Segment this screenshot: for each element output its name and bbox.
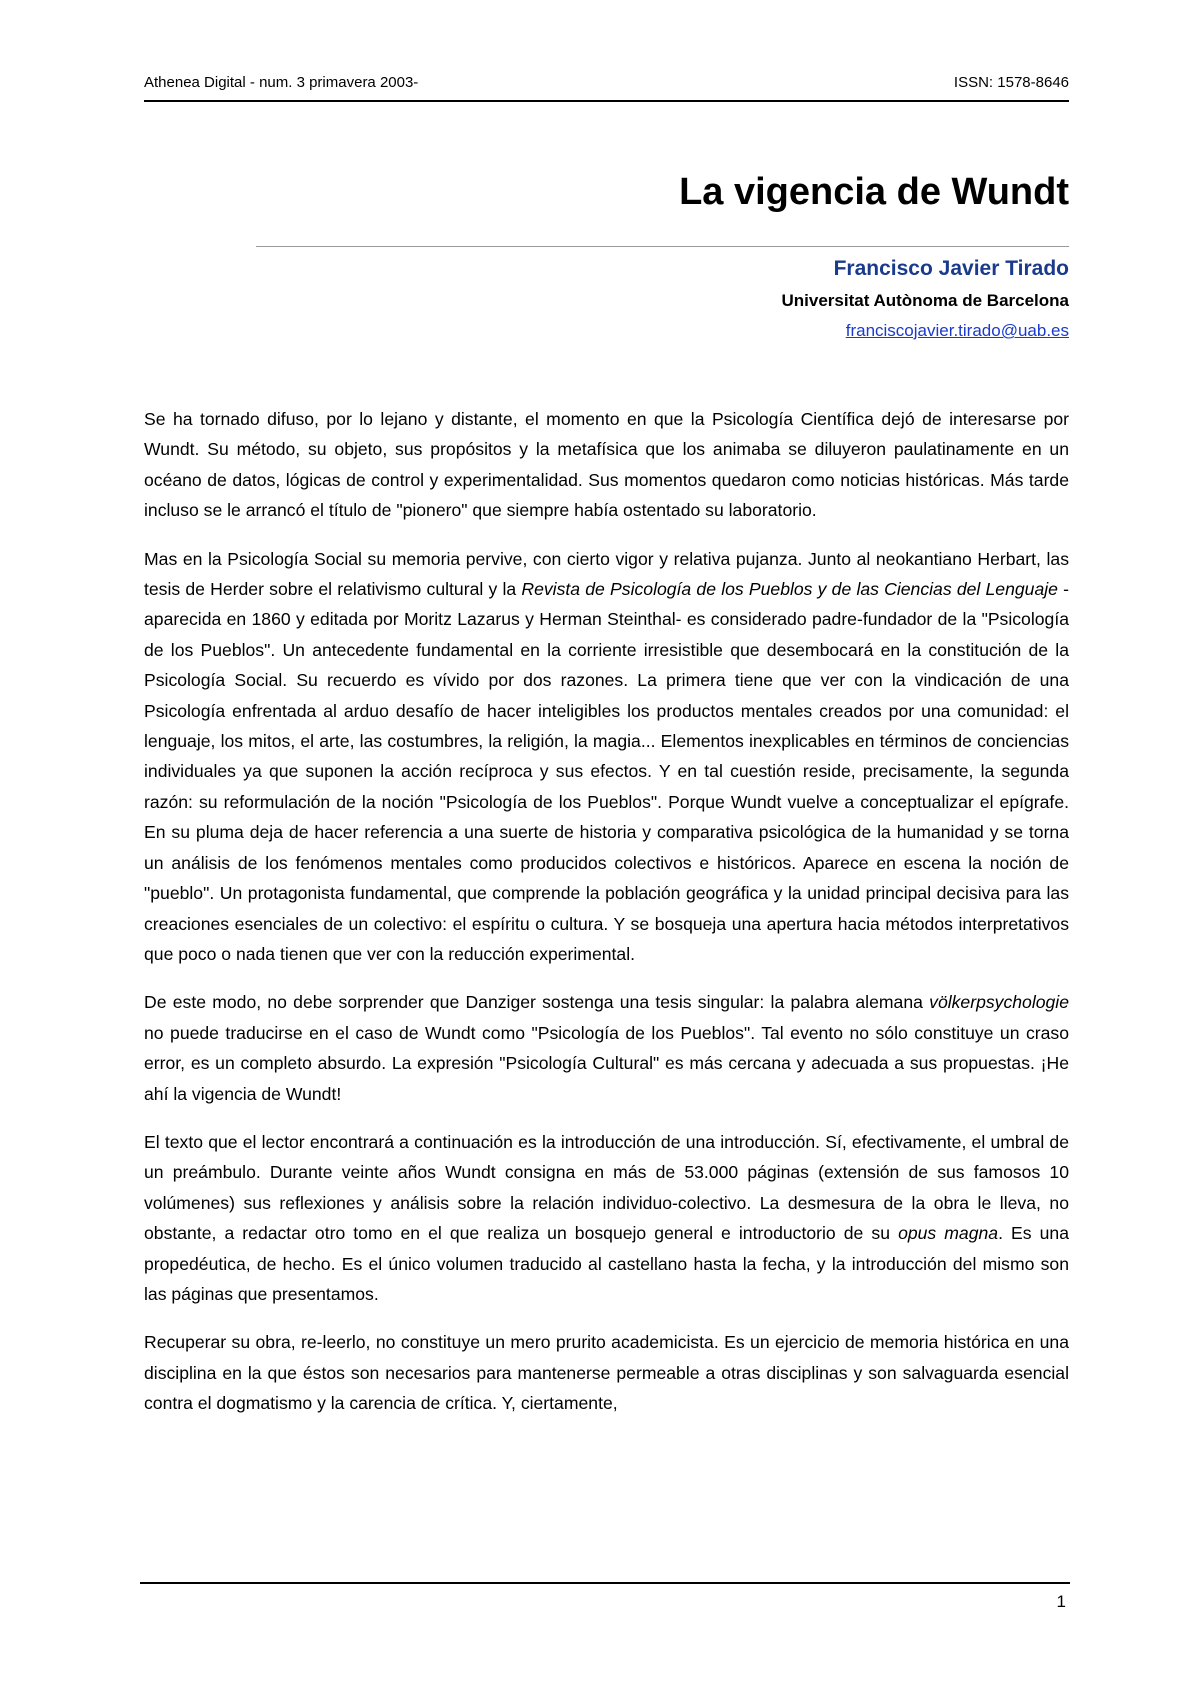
paragraph-3 — [144, 987, 1069, 1109]
paragraph-4-text-b: . Es una propedéutica, de hecho. Es el único volumen traducido al castellano hasta la fecha, y la introducción del mismo son las páginas que presentamos. — [144, 1223, 1069, 1304]
footer-divider — [140, 1582, 1070, 1584]
paragraph-2-journal-title: Revista de Psicología de los Pueblos y de las Ciencias del Lenguaje — [521, 579, 1058, 600]
paragraph-4-text-a: El texto que el lector encontrará a continuación es la introducción de una introducción. Sí, efectivamente, el umbral de un preámbulo. Durante veinte años Wundt consigna en más de 53.000 páginas (extensión de sus famosos 10 volúmenes) sus reflexiones y análisis sobre la relación individuo-colectivo. La desmesura de la obra le lleva, no obstante, a redactar otro tomo en el que realiza un bosquejo general e introductorio de su — [144, 1131, 1069, 1244]
article-body — [144, 404, 1069, 1437]
paragraph-3-term: völkerpsychologie — [929, 992, 1069, 1013]
author-email-link[interactable]: franciscojavier.tirado@uab.es — [845, 321, 1069, 340]
paragraph-2-text-b: -aparecida en 1860 y editada por Moritz Lazarus y Herman Steinthal- es considerado padre-fundador de la "Psicología de los Pueblos". Un antecedente fundamental en la corriente irresistible que desembocará en la constitución de la Psicología Social. Su recuerdo es vívido por dos razones. La primera tiene que ver con la vindicación de una Psicología enfrentada al arduo desafío de hacer inteligibles los productos mentales creados por una comunidad: el lenguaje, los mitos, el arte, las costumbres, la religión, la magia... Elementos inexplicables en términos de conciencias individuales ya que suponen la acción recíproca y sus efectos. Y en tal cuestión reside, precisamente, la segunda razón: su reformulación de la noción "Psicología de los Pueblos". Porque Wundt vuelve a conceptualizar el epígrafe. En su pluma deja de hacer referencia a una suerte de historia y comparativa psicológica de la humanidad y se torna un análisis de los fenómenos mentales como producidos colectivos e históricos. Aparece en escena la noción de "pueblo". Un protagonista fundamental, que comprende la población geográfica y la unidad principal decisiva para las creaciones esenciales de un colectivo: el espíritu o cultura. Y se bosqueja una apertura hacia métodos interpretativos que poco o nada tienen que ver con la reducción experimental. — [144, 579, 1070, 964]
paragraph-4 — [144, 1127, 1069, 1309]
title-block — [144, 168, 1069, 216]
journal-citation: Athenea Digital - num. 3 primavera 2003- — [144, 74, 419, 91]
paragraph-3-text-a: De este modo, no debe sorprender que Danziger sostenga una tesis singular: la palabra alemana — [144, 992, 930, 1013]
page-number: 1 — [1056, 1592, 1066, 1611]
author-affiliation: Universitat Autònoma de Barcelona — [781, 291, 1069, 310]
paragraph-3-text-b: no puede traducirse en el caso de Wundt como "Psicología de los Pueblos". Tal evento no sólo constituye un craso error, es un completo absurdo. La expresión "Psicología Cultural" es más cercana y adecuada a sus propuestas. ¡He ahí la vigencia de Wundt! — [144, 1022, 1069, 1104]
paragraph-5: Recuperar su obra, re-leerlo, no constituye un mero prurito academicista. Es un ejercicio de memoria histórica en una disciplina en la que éstos son necesarios para mantenerse permeable a otras disciplinas y son salvaguarda esencial contra el dogmatismo y la carencia de crítica. Y, ciertamente, — [144, 1332, 1069, 1414]
paragraph-1: Se ha tornado difuso, por lo lejano y distante, el momento en que la Psicología Científica dejó de interesarse por Wundt. Su método, su objeto, sus propósitos y la metafísica que los animaba se diluyeron paulatinamente en un océano de datos, lógicas de control y experimentalidad. Sus momentos quedaron como noticias históricas. Más tarde incluso se le arrancó el título de "pionero" que siempre había ostentado su laboratorio. — [144, 409, 1069, 521]
paragraph-2-text-a: Mas en la Psicología Social su memoria pervive, con cierto vigor y relativa pujanza. Junto al neokantiano Herbart, las tesis de Herder sobre el relativismo cultural y la — [144, 548, 1069, 600]
author-name: Francisco Javier Tirado — [833, 257, 1069, 280]
article-title: La vigencia de Wundt — [679, 171, 1069, 213]
paragraph-4-term: opus magna — [898, 1223, 999, 1244]
author-block — [144, 252, 1069, 346]
issn-label: ISSN: 1578-8646 — [953, 74, 1069, 91]
title-divider — [256, 246, 1069, 247]
paragraph-2 — [144, 544, 1069, 970]
running-header — [144, 72, 1069, 102]
